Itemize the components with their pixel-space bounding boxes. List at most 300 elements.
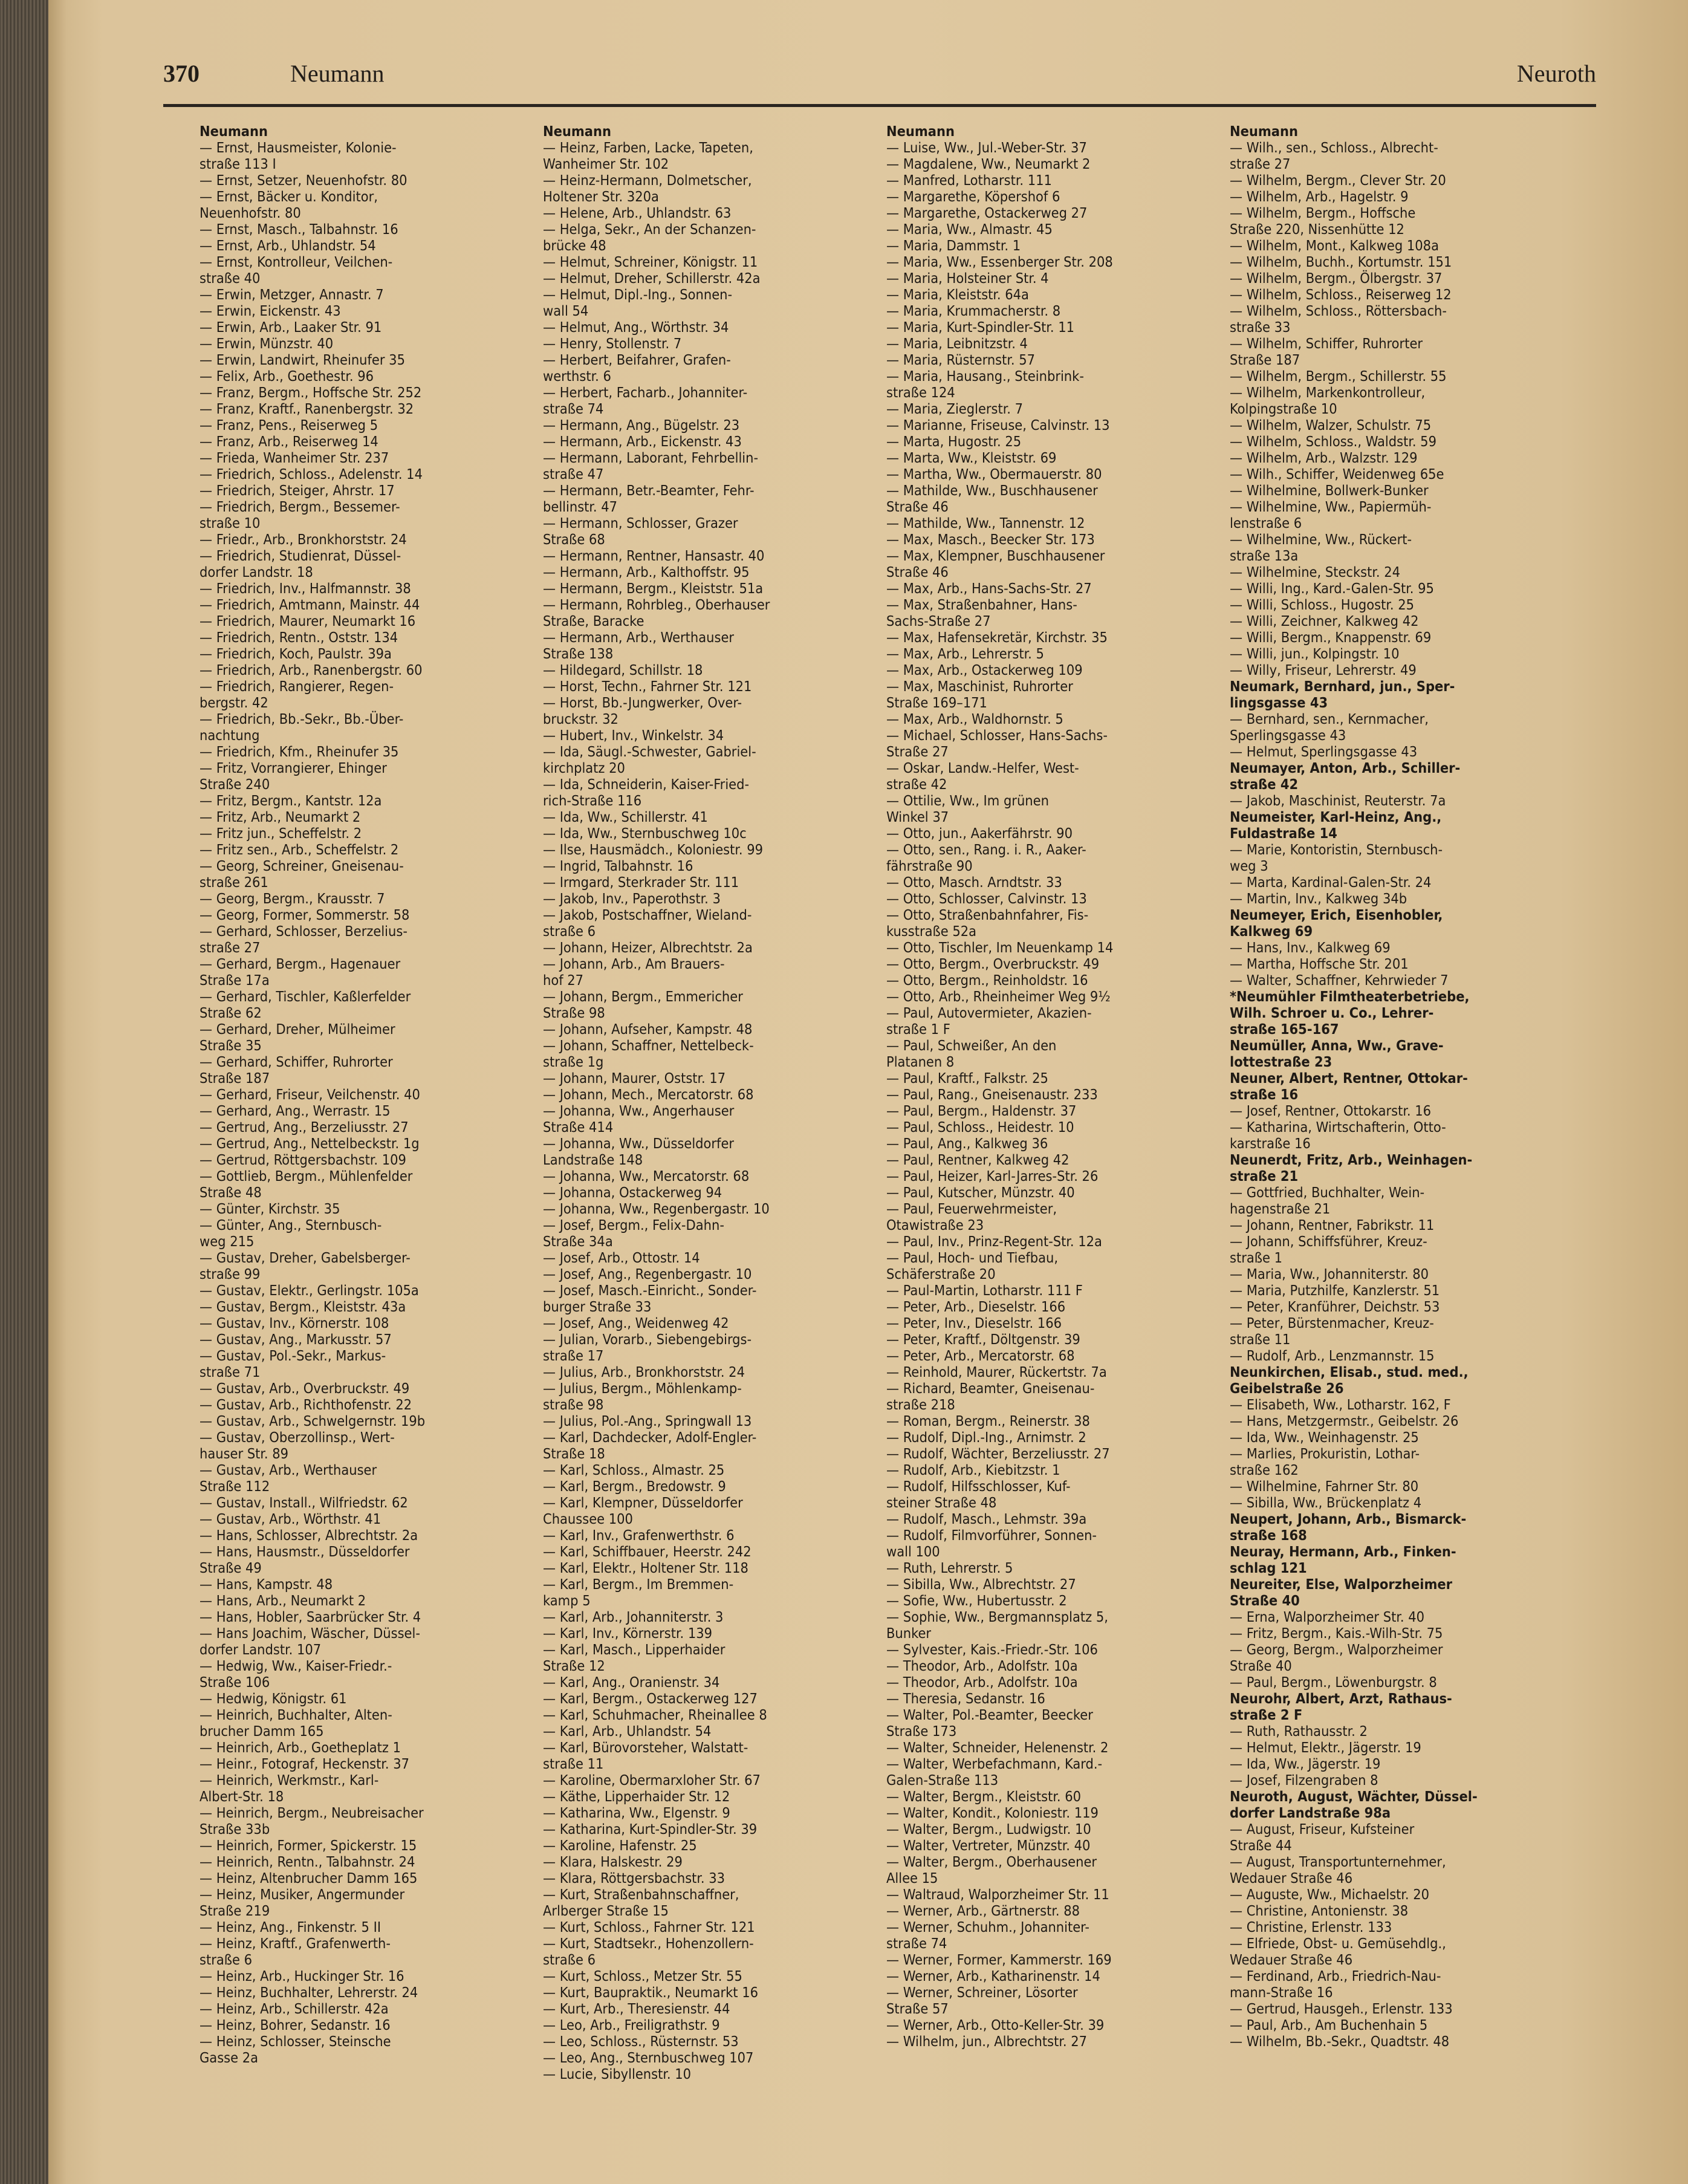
book-spine [0,0,48,2184]
directory-entry: — Maria, Kurt-Spindler-Str. 11 [886,319,1075,336]
directory-entry: — Ruth, Lehrerstr. 5 [886,1559,1013,1576]
directory-entry: — Karl, Bergm., Im Bremmen- kamp 5 [543,1576,734,1609]
directory-entry: — Helga, Sekr., An der Schanzen- brücke 48 [543,221,756,254]
directory-entry: — Horst, Bb.-Jungwerker, Over- bruckstr. 32 [543,694,742,727]
directory-entry: — Walter, Vertreter, Münzstr. 40 [886,1837,1091,1854]
directory-entry: — Friedrich, Inv., Halfmannstr. 38 [200,580,411,597]
directory-entry: — Paul, Feuerwehrmeister, Otawistraße 23 [886,1200,1057,1233]
directory-entry: — Gerhard, Schiffer, Ruhrorter Straße 187 [200,1053,393,1087]
directory-entry: — Ernst, Hausmeister, Kolonie- straße 113 I [200,139,397,172]
directory-entry: — Johann, Mech., Mercatorstr. 68 [543,1086,754,1103]
directory-entry: — Johann, Schiffsführer, Kreuz- straße 1 [1230,1233,1427,1266]
directory-entry: — Hermann, Arb., Eickenstr. 43 [543,433,742,450]
directory-entry: — Hans, Arb., Neumarkt 2 [200,1592,366,1609]
directory-entry: — Wilhelm, Bergm., Schillerstr. 55 [1230,368,1447,385]
directory-entry: — Hildegard, Schillstr. 18 [543,661,703,678]
directory-entry: — Jakob, Inv., Paperothstr. 3 [543,890,721,907]
directory-entry: — Ida, Schneiderin, Kaiser-Fried- rich-Straße 116 [543,776,750,809]
directory-entry: — Heinz, Farben, Lacke, Tapeten, Wanheimer Str. 102 [543,139,753,172]
column-2 [543,123,881,2167]
directory-entry: — Hans, Schlosser, Albrechtstr. 2a [200,1527,418,1544]
directory-entry: — Werner, Former, Kammerstr. 169 [886,1951,1112,1968]
directory-entry: — Walter, Schneider, Helenenstr. 2 [886,1739,1109,1756]
directory-entry: — Otto, Schlosser, Calvinstr. 13 [886,890,1087,907]
directory-entry: — Helmut, Ang., Wörthstr. 34 [543,319,729,336]
directory-entry: — Wilhelmine, Fahrner Str. 80 [1230,1478,1419,1495]
directory-entry: — Wilhelm, Schloss., Reiserweg 12 [1230,286,1452,303]
directory-entry: — Wilhelm, Schloss., Waldstr. 59 [1230,433,1436,450]
directory-entry: — Max, Arb., Ostackerweg 109 [886,661,1083,678]
directory-entry: — Ingrid, Talbahnstr. 16 [543,857,693,874]
directory-entry: — Fritz, Arb., Neumarkt 2 [200,808,361,825]
directory-entry: — Friedrich, Bb.-Sekr., Bb.-Über- nachtung [200,710,404,744]
directory-entry: — Wilhelm, jun., Albrechtstr. 27 [886,2033,1087,2050]
directory-entry: — Gustav, Pol.-Sekr., Markus- straße 71 [200,1347,386,1380]
directory-entry: — Fritz, Vorrangierer, Ehinger Straße 240 [200,759,387,793]
directory-entry: — Friedrich, Rentn., Oststr. 134 [200,629,398,646]
directory-entry: — Gerhard, Friseur, Veilchenstr. 40 [200,1086,420,1103]
directory-entry: — Gustav, Arb., Overbruckstr. 49 [200,1380,410,1397]
directory-entry: — Ernst, Masch., Talbahnstr. 16 [200,221,398,238]
directory-entry: — Josef, Arb., Ottostr. 14 [543,1249,700,1266]
directory-entry: — Walter, Bergm., Oberhausener Allee 15 [886,1853,1097,1887]
directory-entry: — Georg, Schreiner, Gneisenau- straße 261 [200,857,404,891]
directory-entry: — Gerhard, Bergm., Hagenauer Straße 17a [200,955,401,989]
directory-entry: — Ernst, Kontrolleur, Veilchen- straße 40 [200,253,393,287]
directory-entry: — Julius, Pol.-Ang., Springwall 13 [543,1412,752,1429]
directory-entry: — Wilhelm, Bergm., Clever Str. 20 [1230,172,1446,189]
directory-entry: — Hermann, Schlosser, Grazer Straße 68 [543,515,738,548]
directory-entry: — Wilhelmine, Bollwerk-Bunker [1230,482,1429,499]
directory-entry: — Hedwig, Königstr. 61 [200,1690,347,1707]
directory-entry: — Johanna, Ww., Mercatorstr. 68 [543,1168,750,1185]
directory-entry: — Heinz, Kraftf., Grafenwerth- straße 6 [200,1935,391,1968]
directory-entry: — Johann, Heizer, Albrechtstr. 2a [543,939,753,956]
directory-entry: — Hans, Kampstr. 48 [200,1576,333,1593]
directory-entry: — Mathilde, Ww., Buschhausener Straße 46 [886,482,1098,515]
directory-entry: — Paul, Schweißer, An den Platanen 8 [886,1037,1057,1070]
directory-entry: — Friedrich, Schloss., Adelenstr. 14 [200,466,423,483]
directory-entry: — Christine, Erlenstr. 133 [1230,1919,1392,1935]
directory-entry: — Martin, Inv., Kalkweg 34b [1230,890,1407,907]
directory-entry: — Wilhelm, Bb.-Sekr., Quadtstr. 48 [1230,2033,1450,2050]
directory-entry: — Günter, Kirchstr. 35 [200,1200,340,1217]
directory-entry: — Friedrich, Kfm., Rheinufer 35 [200,743,399,760]
directory-entry: — Peter, Kraftf., Döltgenstr. 39 [886,1331,1080,1348]
directory-entry: — Karl, Masch., Lipperhaider Straße 12 [543,1641,726,1674]
directory-entry: — Margarethe, Köpershof 6 [886,188,1060,205]
directory-entry: — Maria, Zieglerstr. 7 [886,400,1024,417]
directory-entry: — Gerhard, Ang., Werrastr. 15 [200,1102,391,1119]
directory-entry: — Marianne, Friseuse, Calvinstr. 13 [886,417,1110,434]
directory-entry: — Peter, Arb., Mercatorstr. 68 [886,1347,1075,1364]
directory-entry: — Maria, Dammstr. 1 [886,237,1021,254]
directory-entry: — Herbert, Beifahrer, Grafen- werthstr. 6 [543,351,731,385]
directory-entry: — Katharina, Ww., Elgenstr. 9 [543,1804,730,1821]
directory-entry: — Hubert, Inv., Winkelstr. 34 [543,727,724,744]
directory-entry: — Friedrich, Steiger, Ahrstr. 17 [200,482,395,499]
directory-entry: — Ernst, Bäcker u. Konditor, Neuenhofstr. 80 [200,188,378,221]
directory-entry: — Paul, Bergm., Haldenstr. 37 [886,1102,1077,1119]
directory-heading: Neumayer, Anton, Arb., Schiller- straße 42 [1230,759,1461,793]
directory-entry: — Kurt, Schloss., Metzer Str. 55 [543,1968,742,1984]
directory-entry: — Paul, Autovermieter, Akazien- straße 1 F [886,1004,1092,1038]
directory-entry: — Wilhelm, Bergm., Ölbergstr. 37 [1230,270,1443,287]
directory-entry: — Willi, Zeichner, Kalkweg 42 [1230,613,1419,629]
directory-entry: — Walter, Kondit., Koloniestr. 119 [886,1804,1099,1821]
directory-entry: — Leo, Arb., Freiligrathstr. 9 [543,2017,720,2033]
directory-entry: — Heinrich, Former, Spickerstr. 15 [200,1837,417,1854]
directory-entry: — Reinhold, Maurer, Rückertstr. 7a [886,1363,1107,1380]
directory-entry: — Johanna, Ww., Regenbergastr. 10 [543,1200,770,1217]
directory-entry: — Wilhelmine, Ww., Rückert- straße 13a [1230,531,1412,564]
directory-entry: — Wilhelm, Arb., Hagelstr. 9 [1230,188,1409,205]
directory-entry: — Ottilie, Ww., Im grünen Winkel 37 [886,792,1049,825]
directory-entry: — Kurt, Schloss., Fahrner Str. 121 [543,1919,755,1935]
directory-entry: — Heinz, Bohrer, Sedanstr. 16 [200,2017,391,2033]
directory-entry: — Josef, Ang., Regenbergastr. 10 [543,1266,752,1282]
directory-entry: — Kurt, Arb., Theresienstr. 44 [543,2000,730,2017]
directory-entry: — Wilhelm, Buchh., Kortumstr. 151 [1230,253,1452,270]
directory-entry: — Sofie, Ww., Hubertusstr. 2 [886,1592,1067,1609]
directory-entry: — Friedrich, Arb., Ranenbergstr. 60 [200,661,423,678]
directory-entry: — Sibilla, Ww., Albrechtstr. 27 [886,1576,1076,1593]
directory-entry: — Johann, Arb., Am Brauers- hof 27 [543,955,725,989]
directory-entry: — Johanna, Ostackerweg 94 [543,1184,722,1201]
directory-entry: — Ernst, Arb., Uhlandstr. 54 [200,237,376,254]
directory-entry: — Karl, Arb., Uhlandstr. 54 [543,1723,712,1740]
directory-entry: — Wilhelm, Schiffer, Ruhrorter Straße 187 [1230,335,1423,368]
directory-entry: — Friedrich, Studienrat, Düssel- dorfer Landstr. 18 [200,547,401,580]
directory-entry: — Gustav, Dreher, Gabelsberger- straße 99 [200,1249,411,1282]
directory-entry: — Otto, Masch. Arndtstr. 33 [886,874,1062,891]
directory-entry: — Friedrich, Maurer, Neumarkt 16 [200,613,416,629]
directory-entry: — Willy, Friseur, Lehrerstr. 49 [1230,661,1417,678]
directory-entry: — Helmut, Schreiner, Königstr. 11 [543,253,758,270]
directory-entry: — Marta, Ww., Kleiststr. 69 [886,449,1057,466]
directory-entry: — Josef, Masch.-Einricht., Sonder- burger Straße 33 [543,1282,757,1315]
directory-entry: — Hermann, Betr.-Beamter, Fehr- bellinstr. 47 [543,482,755,515]
directory-entry: — Hans, Metzgermstr., Geibelstr. 26 [1230,1412,1459,1429]
directory-entry: — Erwin, Münzstr. 40 [200,335,334,352]
directory-entry: — Rudolf, Hilfsschlosser, Kuf- steiner Straße 48 [886,1478,1071,1511]
directory-entry: — Bernhard, sen., Kernmacher, Sperlingsgasse 43 [1230,710,1429,744]
directory-entry: — Lucie, Sibyllenstr. 10 [543,2065,691,2082]
directory-entry: — Johann, Aufseher, Kampstr. 48 [543,1021,753,1038]
directory-entry: — Helene, Arb., Uhlandstr. 63 [543,204,732,221]
directory-entry: — Gustav, Inv., Körnerstr. 108 [200,1315,389,1331]
directory-entry: — Kurt, Baupraktik., Neumarkt 16 [543,1984,758,2001]
directory-entry: — Frieda, Wanheimer Str. 237 [200,449,389,466]
directory-entry: — Karl, Bürovorsteher, Walstatt- straße 11 [543,1739,748,1772]
directory-entry: — Klara, Röttgersbachstr. 33 [543,1870,726,1887]
directory-entry: — Paul, Rentner, Kalkweg 42 [886,1151,1070,1168]
directory-entry: — Kurt, Stadtsekr., Hohenzollern- straße 6 [543,1935,754,1968]
directory-entry: — Willi, Bergm., Knappenstr. 69 [1230,629,1432,646]
directory-entry: — Günter, Ang., Sternbusch- weg 215 [200,1217,382,1250]
directory-entry: — Karl, Bergm., Ostackerweg 127 [543,1690,758,1707]
directory-entry: — Gustav, Ang., Markusstr. 57 [200,1331,392,1348]
directory-entry: — Maria, Kleiststr. 64a [886,286,1029,303]
directory-entry: — Wilhelm, Mont., Kalkweg 108a [1230,237,1439,254]
directory-entry: — Walter, Pol.-Beamter, Beecker Straße 173 [886,1706,1093,1740]
directory-entry: — Paul, Kutscher, Münzstr. 40 [886,1184,1075,1201]
directory-entry: — Manfred, Lotharstr. 111 [886,172,1052,189]
directory-entry: — Kurt, Straßenbahnschaffner, Arlberger Straße 15 [543,1886,739,1919]
directory-entry: — Karl, Inv., Körnerstr. 139 [543,1625,712,1642]
directory-entry: — Karl, Schuhmacher, Rheinallee 8 [543,1706,767,1723]
column-1 [200,123,538,2167]
directory-entry: — Wilhelmine, Ww., Papiermüh- lenstraße 6 [1230,498,1432,531]
directory-entry: — Franz, Kraftf., Ranenbergstr. 32 [200,400,414,417]
right-keyword: Neuroth [1516,60,1596,87]
directory-entry: — Wilhelm, Walzer, Schulstr. 75 [1230,417,1432,434]
directory-entry: — Ida, Ww., Schillerstr. 41 [543,808,708,825]
directory-entry: — Gerhard, Dreher, Mülheimer Straße 35 [200,1021,395,1054]
directory-entry: — Rudolf, Arb., Kiebitzstr. 1 [886,1461,1060,1478]
directory-entry: — Fritz, Bergm., Kantstr. 12a [200,792,382,809]
directory-entry: — Gertrud, Hausgeh., Erlenstr. 133 [1230,2000,1453,2017]
directory-entry: — Luise, Ww., Jul.-Weber-Str. 37 [886,139,1087,156]
directory-entry: — Hans, Hobler, Saarbrücker Str. 4 [200,1608,421,1625]
directory-entry: — Elfriede, Obst- u. Gemüsehdlg., Wedauer Straße 46 [1230,1935,1446,1968]
directory-entry: — Friedrich, Rangierer, Regen- bergstr. 42 [200,678,394,711]
directory-entry: — Walter, Bergm., Kleiststr. 60 [886,1788,1082,1805]
directory-entry: — Heinrich, Werkmstr., Karl- Albert-Str. 18 [200,1772,379,1805]
directory-heading: Neuroth, August, Wächter, Düssel- dorfer Landstraße 98a [1230,1788,1478,1821]
directory-entry: — Sophie, Ww., Bergmannsplatz 5, Bunker [886,1608,1108,1642]
directory-entry: — Paul, Rang., Gneisenaustr. 233 [886,1086,1098,1103]
directory-entry: — Willi, Ing., Kard.-Galen-Str. 95 [1230,580,1434,597]
directory-heading: Neureiter, Else, Walporzheimer Straße 40 [1230,1576,1453,1609]
directory-entry: — Ida, Ww., Jägerstr. 19 [1230,1755,1381,1772]
directory-entry: — Rudolf, Filmvorführer, Sonnen- wall 100 [886,1527,1097,1560]
directory-entry: — Heinz, Musiker, Angermunder Straße 219 [200,1886,405,1919]
directory-entry: — Heinz, Arb., Schillerstr. 42a [200,2000,389,2017]
directory-entry: — Erwin, Eickenstr. 43 [200,302,341,319]
column-3 [886,123,1225,2167]
directory-entry: — Gustav, Oberzollinsp., Wert- hauser Str. 89 [200,1429,395,1462]
directory-entry: — Gustav, Arb., Richthofenstr. 22 [200,1396,412,1413]
directory-heading: Neumann [1230,123,1298,140]
directory-entry: — Karl, Klempner, Düsseldorfer Chaussee 100 [543,1494,743,1527]
directory-entry: — Heinz, Altenbrucher Damm 165 [200,1870,418,1887]
directory-entry: — Paul, Arb., Am Buchenhain 5 [1230,2017,1428,2033]
directory-entry: — Margarethe, Ostackerweg 27 [886,204,1088,221]
directory-entry: — Maria, Ww., Almastr. 45 [886,221,1053,238]
directory-heading: Neumann [543,123,611,140]
directory-heading: Neurohr, Albert, Arzt, Rathaus- straße 2 F [1230,1690,1452,1723]
directory-heading: Neupert, Johann, Arb., Bismarck- straße 168 [1230,1510,1467,1544]
directory-entry: — Johann, Rentner, Fabrikstr. 11 [1230,1217,1435,1233]
directory-entry: — Elisabeth, Ww., Lotharstr. 162, F [1230,1396,1451,1413]
directory-entry: — Auguste, Ww., Michaelstr. 20 [1230,1886,1430,1903]
directory-entry: — Hermann, Arb., Kalthoffstr. 95 [543,564,750,580]
directory-entry: — Paul, Heizer, Karl-Jarres-Str. 26 [886,1168,1099,1185]
directory-entry: — Karoline, Obermarxloher Str. 67 [543,1772,761,1789]
directory-entry: — Wilhelmine, Steckstr. 24 [1230,564,1401,580]
directory-entry: — Maria, Ww., Essenberger Str. 208 [886,253,1113,270]
directory-heading: *Neumühler Filmtheaterbetriebe, Wilh. Schroer u. Co., Lehrer- straße 165-167 [1230,988,1470,1038]
directory-entry: — Walter, Werbefachmann, Kard.- Galen-Straße 113 [886,1755,1103,1789]
directory-entry: — Marta, Hugostr. 25 [886,433,1022,450]
directory-entry: — Hermann, Ang., Bügelstr. 23 [543,417,740,434]
directory-entry: — Franz, Bergm., Hoffsche Str. 252 [200,384,422,401]
directory-entry: — Marta, Kardinal-Galen-Str. 24 [1230,874,1432,891]
directory-entry: — Willi, Schloss., Hugostr. 25 [1230,596,1414,613]
directory-heading: Neunkirchen, Elisab., stud. med., Geibelstraße 26 [1230,1363,1469,1397]
directory-entry: — Otto, sen., Rang. i. R., Aaker- fährstraße 90 [886,841,1086,874]
directory-entry: — Henry, Stollenstr. 7 [543,335,682,352]
directory-entry: — Otto, Arb., Rheinheimer Weg 9½ [886,988,1111,1005]
directory-entry: — Fritz, Bergm., Kais.-Wilh-Str. 75 [1230,1625,1443,1642]
directory-entry: — Paul, Bergm., Löwenburgstr. 8 [1230,1674,1437,1691]
directory-entry: — Horst, Techn., Fahrner Str. 121 [543,678,752,695]
directory-entry: — Erwin, Metzger, Annastr. 7 [200,286,384,303]
directory-entry: — Otto, Tischler, Im Neuenkamp 14 [886,939,1114,956]
directory-entry: — Georg, Former, Sommerstr. 58 [200,906,410,923]
directory-entry: — Martha, Hoffsche Str. 201 [1230,955,1409,972]
directory-entry: — Ferdinand, Arb., Friedrich-Nau- mann-Straße 16 [1230,1968,1441,2001]
directory-entry: — Max, Maschinist, Ruhrorter Straße 169–171 [886,678,1073,711]
page-number: 370 [163,60,200,87]
directory-entry: — Heinrich, Buchhalter, Alten- brucher Damm 165 [200,1706,392,1740]
directory-heading: Neumeyer, Erich, Eisenhobler, Kalkweg 69 [1230,906,1443,940]
directory-entry: — Ida, Ww., Sternbuschweg 10c [543,825,747,842]
directory-entry: — Franz, Arb., Reiserweg 14 [200,433,378,450]
directory-entry: — Julius, Bergm., Möhlenkamp- straße 98 [543,1380,742,1413]
directory-entry: — Hans, Inv., Kalkweg 69 [1230,939,1391,956]
directory-entry: — Gertrud, Ang., Nettelbeckstr. 1g [200,1135,420,1152]
directory-entry: — Werner, Schuhm., Johanniter- straße 74 [886,1919,1089,1952]
directory-entry: — Heinrich, Rentn., Talbahnstr. 24 [200,1853,415,1870]
directory-entry: — Hermann, Bergm., Kleiststr. 51a [543,580,764,597]
directory-entry: — Johann, Bergm., Emmericher Straße 98 [543,988,743,1021]
directory-entry: — Gustav, Install., Wilfriedstr. 62 [200,1494,408,1511]
directory-entry: — Leo, Schloss., Rüsternstr. 53 [543,2033,739,2050]
directory-entry: — Otto, Straßenbahnfahrer, Fis- kusstraße 52a [886,906,1089,940]
directory-entry: — Karl, Inv., Grafenwerthstr. 6 [543,1527,735,1544]
directory-entry: — Jakob, Maschinist, Reuterstr. 7a [1230,792,1446,809]
directory-entry: — Friedrich, Amtmann, Mainstr. 44 [200,596,420,613]
directory-entry: — Heinz, Buchhalter, Lehrerstr. 24 [200,1984,418,2001]
directory-entry: — Karoline, Hafenstr. 25 [543,1837,697,1854]
directory-entry: — Friedr., Arb., Bronkhorststr. 24 [200,531,407,548]
directory-entry: — Wilhelm, Schloss., Röttersbach- straße 33 [1230,302,1447,336]
directory-entry: — Maria, Hausang., Steinbrink- straße 124 [886,368,1084,401]
directory-entry: — Friedrich, Koch, Paulstr. 39a [200,645,392,662]
directory-entry: — Gottfried, Buchhalter, Wein- hagenstraße 21 [1230,1184,1425,1217]
directory-entry: — Heinr., Fotograf, Heckenstr. 37 [200,1755,410,1772]
directory-entry: — Käthe, Lipperhaider Str. 12 [543,1788,730,1805]
directory-entry: — Ilse, Hausmädch., Koloniestr. 99 [543,841,764,858]
directory-entry: — Paul, Inv., Prinz-Regent-Str. 12a [886,1233,1102,1250]
directory-heading: Neumark, Bernhard, jun., Sper- lingsgasse 43 [1230,678,1455,711]
directory-entry: — Erna, Walporzheimer Str. 40 [1230,1608,1424,1625]
directory-entry: — Leo, Ang., Sternbuschweg 107 [543,2049,754,2066]
directory-entry: — Walter, Bergm., Ludwigstr. 10 [886,1821,1091,1838]
directory-entry: — Maria, Leibnitzstr. 4 [886,335,1028,352]
directory-entry: — Gustav, Arb., Werthauser Straße 112 [200,1461,377,1495]
directory-entry: — Josef, Bergm., Felix-Dahn- Straße 34a [543,1217,724,1250]
directory-entry: — Josef, Rentner, Ottokarstr. 16 [1230,1102,1431,1119]
directory-entry: — Heinz-Hermann, Dolmetscher, Holtener Str. 320a [543,172,752,205]
directory-entry: — Helmut, Sperlingsgasse 43 [1230,743,1418,760]
directory-entry: — Hans, Hausmstr., Düsseldorfer Straße 49 [200,1543,410,1576]
directory-entry: — Katharina, Wirtschafterin, Otto- karstraße 16 [1230,1119,1446,1152]
directory-entry: — Oskar, Landw.-Helfer, West- straße 42 [886,759,1079,793]
directory-entry: — Maria, Putzhilfe, Kanzlerstr. 51 [1230,1282,1440,1299]
directory-entry: — August, Transportunternehmer, Wedauer Straße 46 [1230,1853,1446,1887]
directory-entry: — Heinz, Arb., Huckinger Str. 16 [200,1968,404,1984]
column-4 [1230,123,1568,2167]
directory-entry: — Heinz, Ang., Finkenstr. 5 II [200,1919,381,1935]
directory-entry: — Hermann, Rohrbleg., Oberhauser Straße, Baracke [543,596,770,629]
directory-entry: — Paul, Ang., Kalkweg 36 [886,1135,1048,1152]
directory-entry: — Wilhelm, Markenkontrolleur, Kolpingstraße 10 [1230,384,1426,417]
directory-entry: — Rudolf, Wächter, Berzeliusstr. 27 [886,1445,1110,1462]
directory-entry: — Max, Hafensekretär, Kirchstr. 35 [886,629,1108,646]
directory-entry: — Gerhard, Schlosser, Berzelius- straße 27 [200,923,407,956]
directory-heading: Neumüller, Anna, Ww., Grave- lottestraße 23 [1230,1037,1444,1070]
directory-entry: — Heinz, Schlosser, Steinsche Gasse 2a [200,2033,391,2066]
directory-heading: Neumann [200,123,268,140]
directory-entry: — Julian, Vorarb., Siebengebirgs- straße 17 [543,1331,752,1364]
directory-entry: — Karl, Schiffbauer, Heerstr. 242 [543,1543,751,1560]
directory-entry: — Roman, Bergm., Reinerstr. 38 [886,1412,1090,1429]
directory-entry: — Paul-Martin, Lotharstr. 111 F [886,1282,1083,1299]
directory-entry: — August, Friseur, Kufsteiner Straße 44 [1230,1821,1415,1854]
directory-entry: — Gustav, Elektr., Gerlingstr. 105a [200,1282,419,1299]
directory-entry: — Friedrich, Bergm., Bessemer- straße 10 [200,498,400,531]
directory-entry: — Peter, Arb., Dieselstr. 166 [886,1298,1066,1315]
directory-entry: — Werner, Arb., Gärtnerstr. 88 [886,1902,1080,1919]
directory-entry: — Georg, Bergm., Krausstr. 7 [200,890,385,907]
directory-entry: — Maria, Ww., Johanniterstr. 80 [1230,1266,1429,1282]
directory-entry: — Gertrud, Röttgersbachstr. 109 [200,1151,406,1168]
directory-entry: — Rudolf, Masch., Lehmstr. 39a [886,1510,1087,1527]
directory-entry: — Maria, Krummacherstr. 8 [886,302,1061,319]
directory-entry: — Richard, Beamter, Gneisenau- straße 218 [886,1380,1095,1413]
directory-entry: — Ernst, Setzer, Neuenhofstr. 80 [200,172,407,189]
directory-entry: — Klara, Halskestr. 29 [543,1853,683,1870]
directory-entry: — Ida, Ww., Weinhagenstr. 25 [1230,1429,1419,1446]
directory-entry: — Helmut, Dipl.-Ing., Sonnen- wall 54 [543,286,733,319]
directory-entry: — Otto, Bergm., Reinholdstr. 16 [886,972,1088,989]
directory-entry: — Wilhelm, Bergm., Hoffsche Straße 220, Nissenhütte 12 [1230,204,1416,238]
directory-entry: — Werner, Arb., Otto-Keller-Str. 39 [886,2017,1105,2033]
directory-entry: — Theodor, Arb., Adolfstr. 10a [886,1674,1078,1691]
directory-entry: — Katharina, Kurt-Spindler-Str. 39 [543,1821,758,1838]
directory-entry: — Max, Arb., Lehrerstr. 5 [886,645,1044,662]
directory-entry: — Werner, Schreiner, Lösorter Straße 57 [886,1984,1078,2017]
directory-entry: — Josef, Ang., Weidenweg 42 [543,1315,729,1331]
directory-entry: — Heinrich, Bergm., Neubreisacher Straße 33b [200,1804,424,1838]
directory-entry: — Georg, Bergm., Walporzheimer Straße 40 [1230,1641,1443,1674]
directory-entry: — Hermann, Arb., Werthauser Straße 138 [543,629,735,662]
directory-heading: Neunerdt, Fritz, Arb., Weinhagen- straße 21 [1230,1151,1473,1185]
directory-entry: — Rudolf, Dipl.-Ing., Arnimstr. 2 [886,1429,1086,1446]
directory-entry: — Paul, Kraftf., Falkstr. 25 [886,1070,1048,1087]
directory-entry: — Fritz jun., Scheffelstr. 2 [200,825,362,842]
directory-entry: — Julius, Arb., Bronkhorststr. 24 [543,1363,745,1380]
directory-entry: — Marie, Kontoristin, Sternbusch- weg 3 [1230,841,1443,874]
directory-heading: Neumann [886,123,955,140]
directory-entry: — Karl, Arb., Johanniterstr. 3 [543,1608,724,1625]
directory-entry: — Gustav, Arb., Schwelgernstr. 19b [200,1412,426,1429]
directory-heading: Neuray, Hermann, Arb., Finken- schlag 121 [1230,1543,1456,1576]
directory-entry: — Walter, Schaffner, Kehrwieder 7 [1230,972,1449,989]
